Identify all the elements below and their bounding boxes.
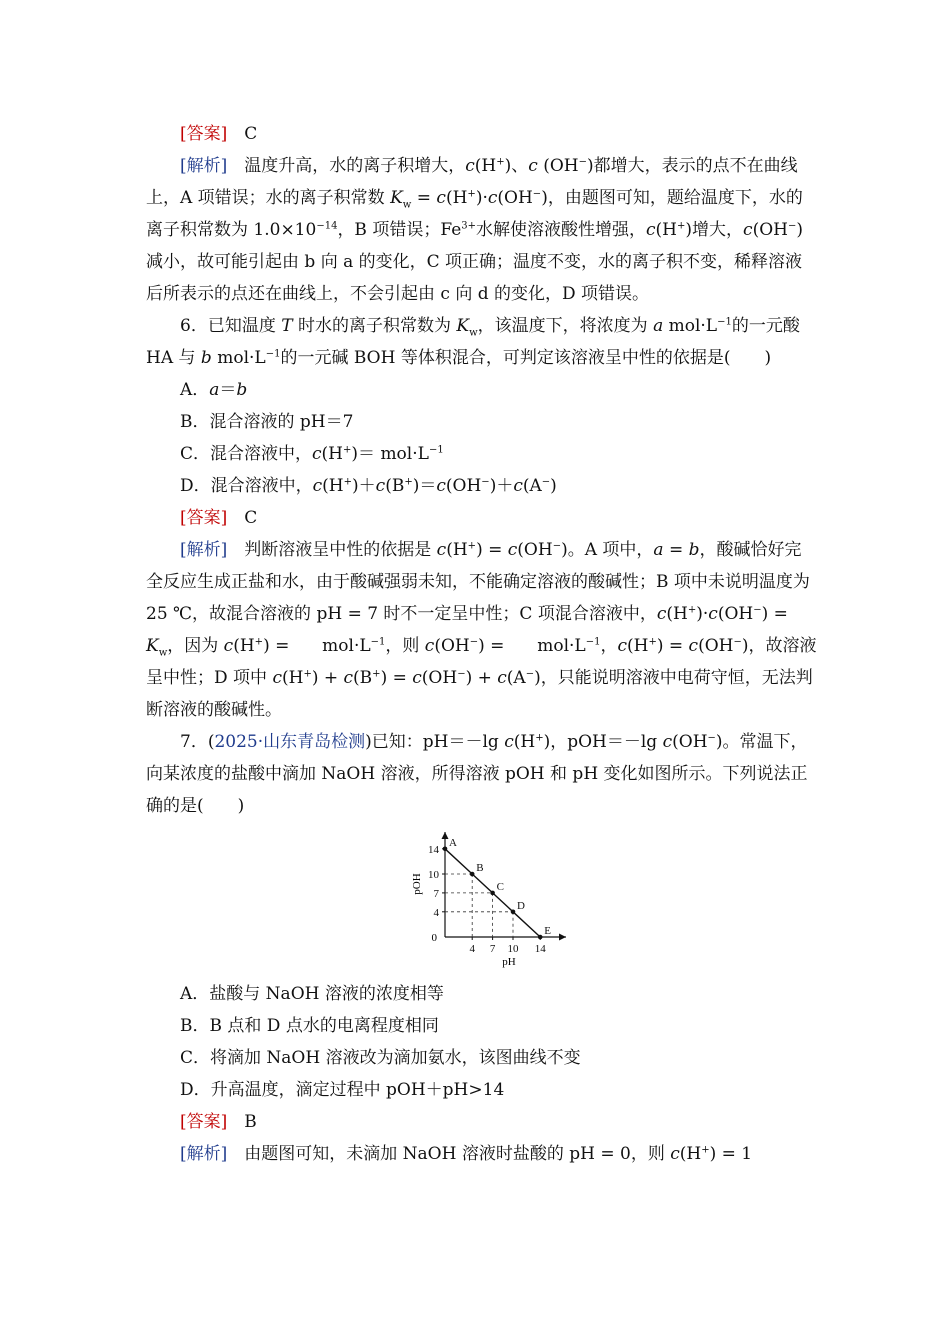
- point-label-a: A: [449, 836, 457, 849]
- q6-answer-line: [146, 502, 818, 534]
- q7-option-d: D．升高温度，滴定过程中 pOH＋pH>14: [180, 1080, 505, 1100]
- origin-label: 0: [431, 932, 437, 944]
- answer-value: B: [244, 1112, 257, 1132]
- x-tick-label: 7: [489, 943, 496, 955]
- answer-value: C: [244, 508, 258, 528]
- point-label-c: C: [496, 880, 504, 893]
- data-point-a: [443, 847, 448, 852]
- x-tick-label: 10: [507, 943, 519, 955]
- q7-option-c: C．将滴加 NaOH 溶液改为滴加氨水，该图曲线不变: [180, 1048, 581, 1068]
- data-point-b: [470, 872, 475, 877]
- q7-option-b: B．B 点和 D 点水的电离程度相同: [180, 1016, 439, 1036]
- content-column: [146, 118, 818, 1170]
- x-tick-label: 14: [534, 943, 546, 955]
- y-tick-label: 4: [433, 906, 439, 919]
- answer-tag: [答案]: [180, 124, 228, 144]
- data-point-e: [538, 935, 543, 940]
- q7-figure: [146, 826, 818, 976]
- x-axis-label: pH: [502, 956, 516, 968]
- q6-option-b: B．混合溶液的 pH＝7: [180, 412, 354, 432]
- q5-analysis: [解析] 温度升高，水的离子积增大，c(H+)、c (OH−)都增大，表示的点不在曲线上，A 项错误；水的离子积常数 $K_w = c(H^+)\cdot c(OH^-)$，由题图可知，题给温度下，水的离子积常数为 $1.0\times 10^{-14}$，B 项错误；$Fe^{3+}$水解使溶液酸性增强，c(H+)增大，c(OH−)减小，故可能引起由 b 向 a 的变化，C 项正确；温度不变，水的离子积不变，稀释溶液后所表示的点还在曲线上，不会引起由 c 向 d 的变化，D 项错误。: [146, 156, 804, 304]
- answer-tag: [答案]: [180, 1112, 228, 1132]
- q7-answer-line: [146, 1106, 818, 1138]
- q6-option-c: C．混合溶液中，$c(H^+)= mol\cdot L^{-1}$: [180, 444, 444, 464]
- q6-option-d: D．混合溶液中，c(H+)＋c(B+)＝c(OH−)＋c(A−): [180, 476, 557, 496]
- q6-stem: 6．已知温度 T 时水的离子积常数为 $K_w$，该温度下，将浓度为 a $mol\cdot L^{-1}$的一元酸 HA 与 b $mol\cdot L^{-1}$的一元碱 BOH 等体积混合，可判定该溶液呈中性的依据是( ): [146, 316, 800, 368]
- data-point-c: [490, 891, 495, 896]
- y-tick-label: 10: [428, 869, 439, 881]
- q7-option-a: A．盐酸与 NaOH 溶液的浓度相等: [180, 984, 444, 1004]
- x-tick-label: 4: [469, 943, 475, 955]
- answer-tag: [答案]: [180, 508, 228, 528]
- analysis-tag: [解析]: [180, 1144, 228, 1164]
- point-label-b: B: [476, 862, 484, 874]
- y-axis-label: pOH: [411, 873, 423, 895]
- question-source: 2025·山东青岛检测: [214, 732, 366, 752]
- q7-stem: 7．(2025·山东青岛检测)已知：pH＝－lg c(H+)，pOH＝－lg c(OH−)。常温下，向某浓度的盐酸中滴加 NaOH 溶液，所得溶液 pOH 和 pH 变化如图所示。下列说法正确的是( ): [146, 732, 808, 816]
- point-label-e: E: [544, 925, 551, 937]
- data-point-d: [511, 910, 516, 915]
- y-tick-label: 7: [433, 887, 439, 900]
- q6-analysis: [解析] 判断溶液呈中性的依据是 c(H+) = c(OH−)。A 项中，a = b，酸碱恰好完全反应生成正盐和水，由于酸碱强弱未知，不能确定溶液的酸碱性；B 项中未说明温度为 25 ℃，故混合溶液的 pH = 7 时不一定呈中性；C 项混合溶液中，$c(H^+)\cdot c(OH^-) = K_w$，因为 $c(H^+) = mol\cdot L^{-1}$，则 $c(OH^-) = mol\cdot L^{-1}$，c(H+) = c(OH−)，故溶液呈中性；D 项中 c(H+) + c(B+) = c(OH−) + c(A−)，只能说明溶液中电荷守恒，无法判断溶液的酸碱性。: [146, 540, 817, 720]
- poh-ph-chart: [408, 826, 578, 972]
- q5-answer-line: [146, 118, 818, 150]
- y-tick-label: 14: [428, 843, 439, 856]
- q6-option-a: A．a＝b: [180, 380, 248, 400]
- analysis-tag: [解析]: [180, 156, 228, 176]
- analysis-tag: [解析]: [180, 540, 228, 560]
- answer-value: C: [244, 124, 258, 144]
- q7-analysis: [解析] 由题图可知，未滴加 NaOH 溶液时盐酸的 pH = 0，则 c(H+) = 1: [180, 1144, 753, 1164]
- point-label-d: D: [517, 899, 525, 912]
